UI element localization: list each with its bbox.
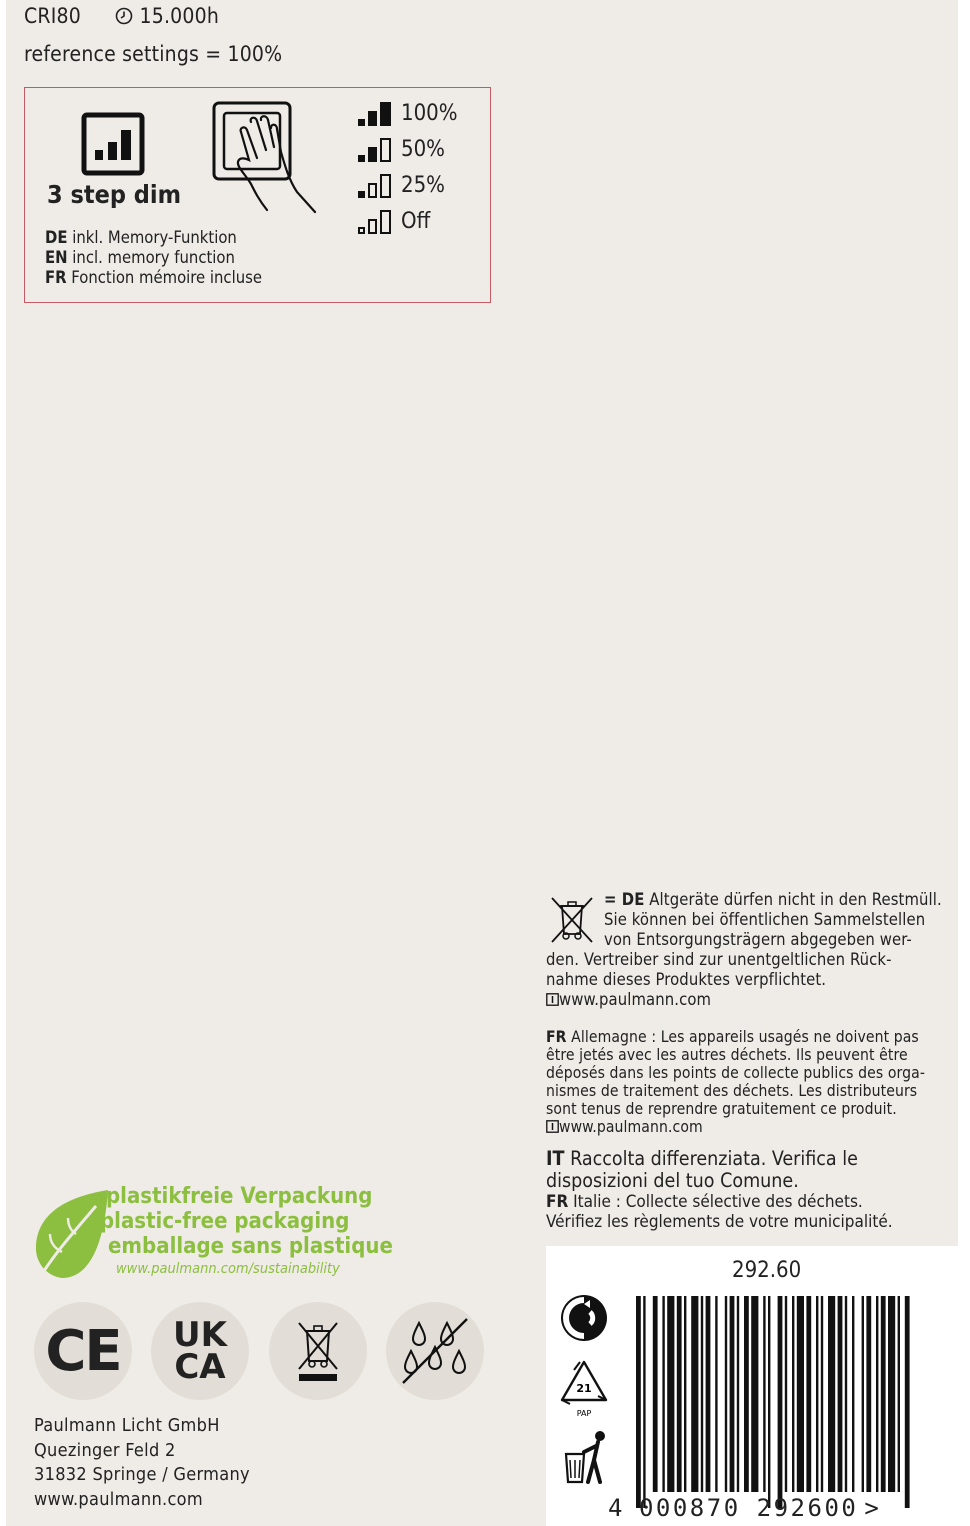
plastic-free-fr: emballage sans plastique: [108, 1234, 393, 1259]
no-lamp-disposal-icon: [386, 1302, 484, 1400]
ukca-mark-icon: [151, 1302, 249, 1400]
company-address: [34, 1414, 250, 1512]
barcode-bar: [866, 1296, 871, 1492]
level-2-icon: [358, 138, 391, 162]
barcode-bar: [888, 1296, 895, 1492]
barcode-bar: [653, 1296, 658, 1492]
weee-fr-block: FR Allemagne : Les appareils usagés ne doivent pas être jetés avec les autres déchets. Ils peuvent être déposés dans les points de collecte publics des orga- nismes de traitement des déchets. Les distributeurs sont tenus de reprendre gratuitement ce produit. www.paulmann.com: [546, 1028, 958, 1136]
company-web: www.paulmann.com: [34, 1488, 203, 1510]
weee-de-rest: den. Vertreiber sind zur unentgeltlichen Rück- nahme dieses Produktes verpflichtet. www.paulmann.com: [546, 950, 958, 1010]
barcode-bar: [706, 1296, 711, 1492]
dim-step-25: [358, 168, 488, 198]
italy-disposal-text: IT Raccolta differenziata. Verifica le disposizioni del tuo Comune. FR Italie : Collecte sélective des déchets. Vérifiez les règlements de votre municipalité.: [546, 1147, 893, 1232]
ce-mark-text: CE: [45, 1318, 121, 1384]
dim-step-off: [358, 204, 488, 234]
package-label: [6, 0, 958, 1526]
barcode-bar: [852, 1296, 854, 1492]
dim-info-box: [24, 87, 491, 303]
barcode-end-marker: >: [864, 1494, 882, 1522]
crossed-bin-icon: [546, 894, 598, 946]
info-icon: [546, 1120, 559, 1133]
dim-step-100: [358, 96, 488, 126]
barcode-bar: [785, 1296, 787, 1492]
dim-steps-list: [358, 96, 488, 234]
barcode-bar: [881, 1296, 886, 1492]
weee-url-fr: www.paulmann.com: [546, 1118, 958, 1136]
ukca-bottom: CA: [174, 1347, 226, 1387]
green-dot-icon: [560, 1294, 608, 1342]
barcode-bar: [876, 1296, 878, 1492]
weee-de-intro: = DE Altgeräte dürfen nicht in den Restmüll. Sie können bei öffentlichen Sammelstellen von Entsorgungsträgern abgegeben wer-: [604, 890, 942, 949]
barcode-bar: [905, 1296, 910, 1508]
barcode-bar: [725, 1296, 727, 1492]
barcode-bar: [821, 1296, 823, 1492]
barcode-bar: [715, 1296, 717, 1492]
clock-icon: [115, 7, 133, 25]
dim-language-notes: [45, 228, 262, 288]
barcode-bar: [677, 1296, 682, 1492]
dim-title: 3 step dim: [47, 180, 182, 209]
barcode-bar: [768, 1296, 770, 1508]
barcode-bar: [744, 1296, 749, 1492]
reference-settings: reference settings = 100%: [24, 42, 283, 66]
barcode-bar: [838, 1296, 843, 1492]
barcode-bar: [828, 1296, 835, 1492]
company-name: Paulmann Licht GmbH: [34, 1415, 220, 1436]
ce-mark-icon: [34, 1302, 132, 1400]
barcode-digits: [608, 1494, 881, 1522]
barcode-first-digit: 4: [608, 1494, 625, 1522]
drops-crossed-icon: [397, 1313, 473, 1389]
barcode-bar: [845, 1296, 847, 1492]
level-3-icon: [358, 102, 391, 126]
barcode-bar: [662, 1296, 664, 1492]
tidyman-icon: [562, 1430, 610, 1486]
barcode-bar: [643, 1296, 645, 1508]
barcode-bar: [737, 1296, 739, 1492]
plastic-free-en: plastic-free packaging: [100, 1209, 350, 1234]
barcode-bar: [778, 1296, 783, 1508]
dim-step-50: [358, 132, 488, 162]
dim-step-label: 100%: [401, 101, 458, 126]
barcode-bar: [763, 1296, 765, 1492]
level-1-icon: [358, 174, 391, 198]
barcode-bar: [701, 1296, 703, 1492]
dim-step-label: 25%: [401, 173, 445, 198]
dim-level-icon: [81, 112, 145, 176]
spec-row: [24, 4, 219, 28]
ukca-top: UK: [173, 1315, 227, 1355]
barcode-bar: [816, 1296, 818, 1492]
barcode-bar: [684, 1296, 686, 1492]
barcode-panel: [546, 1246, 958, 1526]
dim-step-label: 50%: [401, 137, 445, 162]
recycling-pap-icon: [558, 1358, 610, 1420]
info-icon: [546, 993, 559, 1006]
barcode-bar: [806, 1296, 811, 1492]
company-city: 31832 Springe / Germany: [34, 1464, 250, 1485]
barcode-bar: [636, 1296, 641, 1508]
dim-step-label: Off: [401, 209, 431, 234]
cri-value: CRI80: [24, 4, 81, 28]
sustainability-url: www.paulmann.com/sustainability: [116, 1261, 340, 1277]
barcode-bar: [898, 1296, 900, 1492]
article-number: 292.60: [732, 1258, 802, 1283]
barcode-bar: [862, 1296, 864, 1492]
barcode-bar: [730, 1296, 735, 1492]
barcode-bar: [797, 1296, 804, 1492]
recycle-code: 21: [576, 1382, 592, 1395]
lifetime-value: 15.000h: [139, 4, 220, 28]
barcode-bar: [667, 1296, 674, 1492]
lang-line-fr: FR Fonction mémoire incluse: [45, 268, 262, 287]
weee-url-de: www.paulmann.com: [546, 990, 958, 1010]
recycle-label: PAP: [576, 1409, 592, 1418]
ean-barcode: [632, 1296, 932, 1508]
lang-line-en: EN incl. memory function: [45, 248, 235, 267]
crossed-bin-circle: [269, 1302, 367, 1400]
crossed-bin-icon: [293, 1319, 343, 1383]
company-street: Quezinger Feld 2: [34, 1439, 176, 1461]
barcode-group-1: 000870: [638, 1494, 741, 1522]
barcode-group-2: 292600: [756, 1494, 859, 1522]
barcode-bar: [751, 1296, 758, 1492]
barcode-bar: [691, 1296, 698, 1492]
barcode-bar: [792, 1296, 794, 1492]
leaf-icon: [32, 1188, 110, 1284]
level-0-icon: [358, 210, 391, 234]
lang-line-de: DE inkl. Memory-Funktion: [45, 228, 237, 247]
plastic-free-de: plastikfreie Verpackung: [106, 1184, 373, 1209]
touch-switch-icon: [211, 100, 323, 215]
